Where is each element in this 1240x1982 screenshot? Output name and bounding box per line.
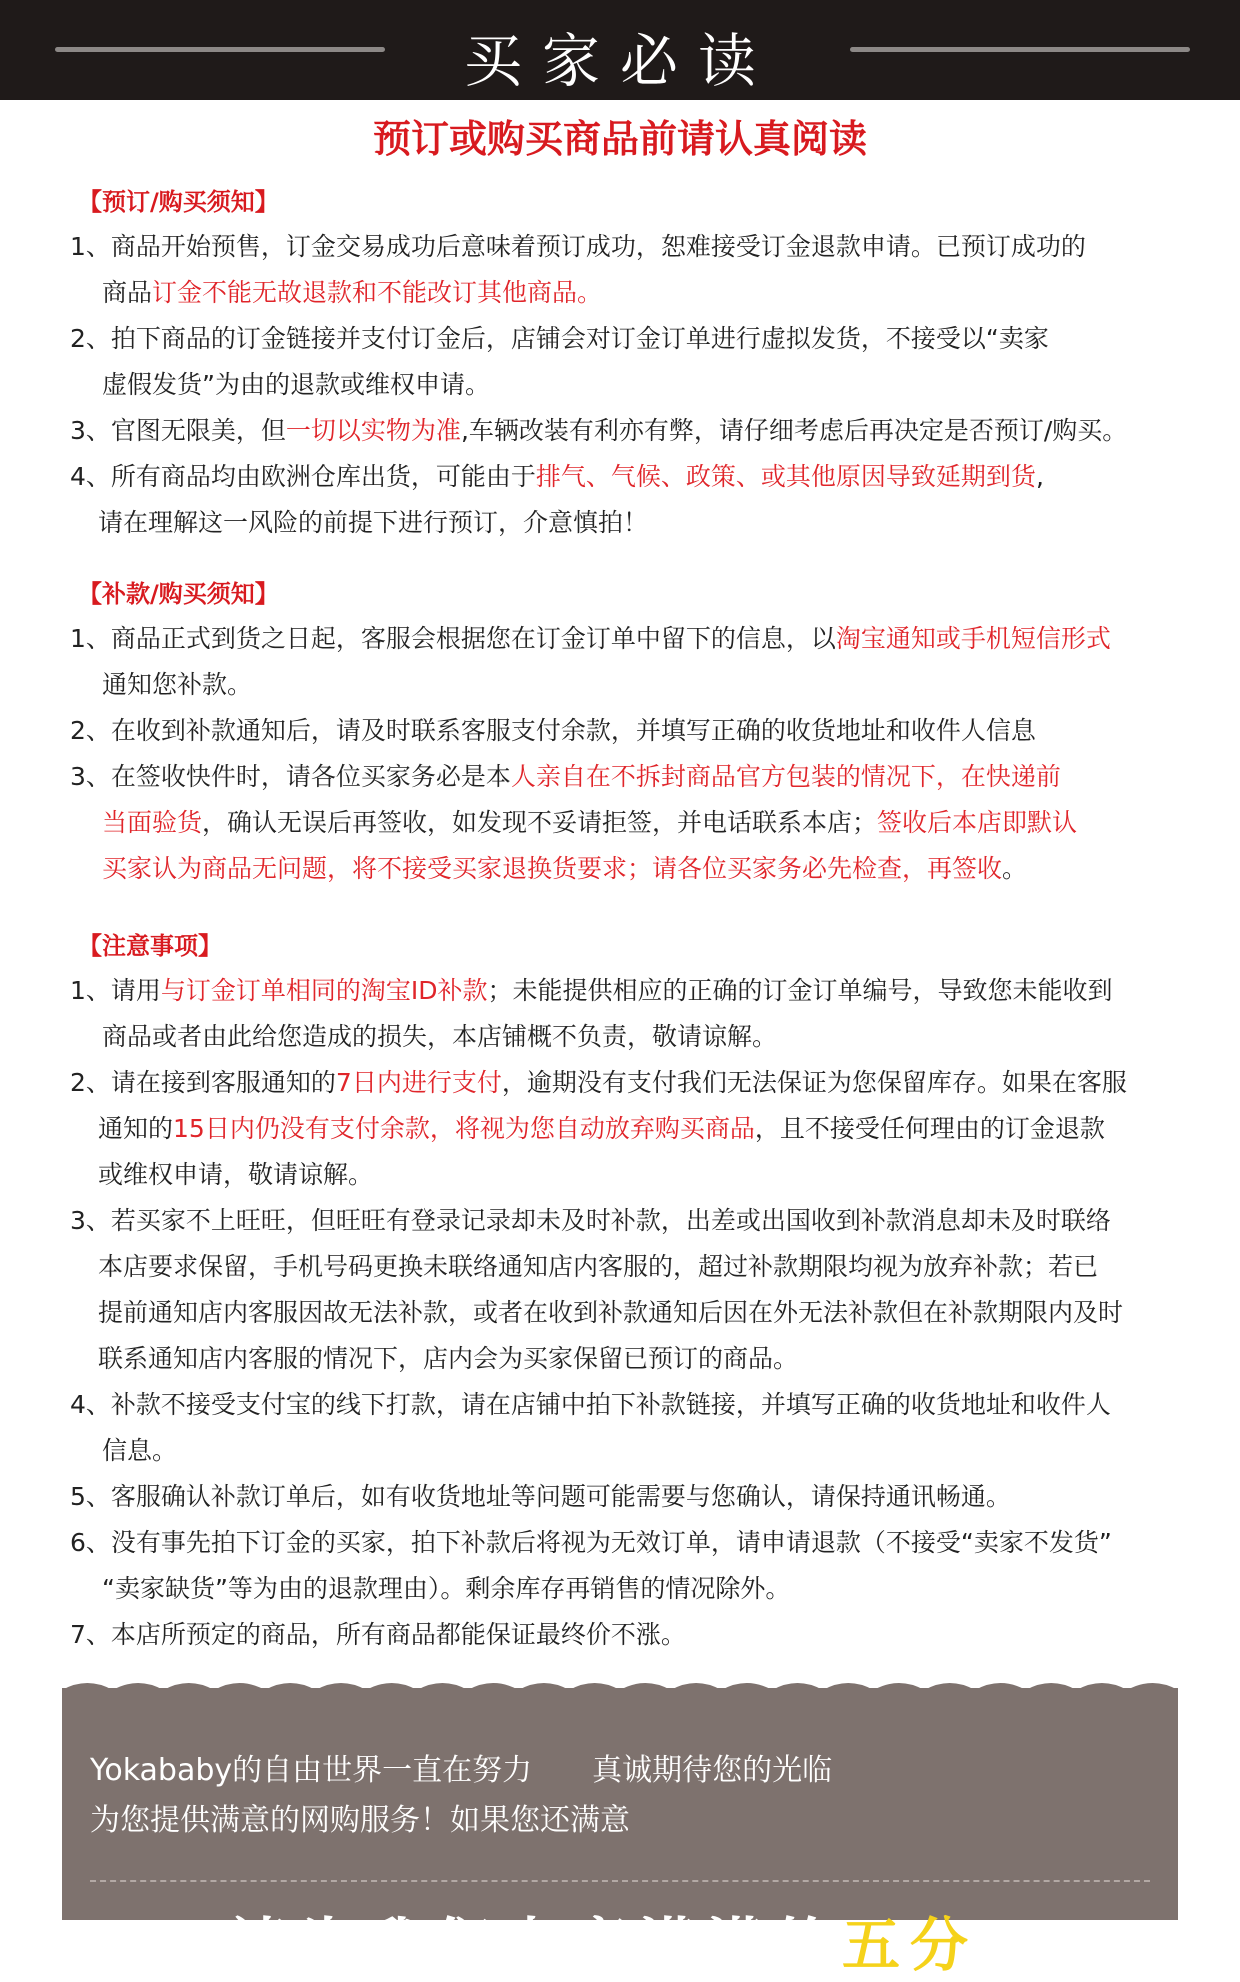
notice-line (70, 762, 1061, 792)
header-title: 买家必读 (463, 27, 776, 95)
notice-line (70, 1068, 1127, 1098)
body-text: ,车辆改装有利亦有弊，请仔细考虑后再决定是否预订/购买。 (460, 416, 1128, 445)
body-text: 本店要求保留，手机号码更换未联络通知店内客服的，超过补款期限均视为放弃补款；若已 (98, 1252, 1099, 1281)
footer-line-2: 为您提供满意的网购服务！如果您还满意 (90, 1803, 630, 1838)
highlight-text: 与订金订单相同的淘宝ID补款 (160, 976, 488, 1005)
highlight-text: 排气、气候、政策、或其他原因导致延期到货 (535, 462, 1036, 491)
notice-line (70, 1390, 1111, 1420)
body-text: 3、在签收快件时，请各位买家务必是本 (70, 762, 511, 791)
page-title: 预订或购买商品前请认真阅读 (372, 117, 867, 161)
body-text: 6、没有事先拍下订金的买家，拍下补款后将视为无效订单，请申请退款（不接受“卖家不发货” (70, 1528, 1112, 1557)
notice-line (70, 1482, 1011, 1512)
section-heading: 【补款/购买须知】 (78, 580, 279, 608)
notice-line (98, 1298, 1123, 1328)
body-text: 商品 (102, 278, 153, 307)
body-text: ，逾期没有支付我们无法保证为您保留库存。如果在客服 (501, 1068, 1127, 1097)
highlight-text: 一切以实物为准 (285, 416, 461, 445)
section-heading: 【预订/购买须知】 (78, 188, 279, 216)
body-text: “卖家缺货”等为由的退款理由）。剩余库存再销售的情况除外。 (102, 1574, 791, 1603)
notice-line (70, 232, 1086, 262)
body-text: 3、若买家不上旺旺，但旺旺有登录记录却未及时补款，出差或出国收到补款消息却未及时联络 (70, 1206, 1111, 1235)
highlight-text: 订金不能无故退款和不能改订其他商品。 (152, 278, 603, 307)
header-decorative-line-right (850, 47, 1190, 52)
section-heading: 【注意事项】 (78, 932, 222, 960)
body-text: 4、所有商品均由欧洲仓库出货，可能由于 (70, 462, 536, 491)
body-text: 2、在收到补款通知后，请及时联系客服支付余款，并填写正确的收货地址和收件人信息 (70, 716, 1036, 745)
notice-line (102, 278, 602, 308)
footer-line-1: Yokababy的自由世界一直在努力 真诚期待您的光临 (90, 1753, 833, 1788)
body-text: 联系通知店内客服的情况下，店内会为买家保留已预订的商品。 (98, 1344, 799, 1373)
body-text: 1、请用 (70, 976, 161, 1005)
header-banner (0, 0, 1240, 100)
body-text: 4、补款不接受支付宝的线下打款，请在店铺中拍下补款链接，并填写正确的收货地址和收件人 (70, 1390, 1111, 1419)
body-text: , (1035, 462, 1044, 491)
notice-line (102, 1022, 777, 1052)
body-text: 5、客服确认补款订单后，如有收货地址等问题可能需要与您确认，请保持通讯畅通。 (70, 1482, 1011, 1511)
body-text: 3、官图无限美，但 (70, 416, 286, 445)
body-text: 请在理解这一风险的前提下进行预订，介意慎拍！ (98, 508, 649, 537)
body-text: 信息。 (102, 1436, 178, 1465)
body-text: ，确认无误后再签收，如发现不妥请拒签，并电话联系本店； (202, 808, 878, 837)
notice-line (102, 670, 252, 700)
notice-line (98, 1160, 373, 1190)
body-text: 2、拍下商品的订金链接并支付订金后，店铺会对订金订单进行虚拟发货，不接受以“卖家 (70, 324, 1049, 353)
footer-rating-text: 请为我们点亮满满的 (230, 1911, 843, 1979)
notice-line (102, 370, 490, 400)
body-text: 虚假发货”为由的退款或维权申请。 (102, 370, 490, 399)
body-text: 通知您补款。 (102, 670, 253, 699)
body-text: 7、本店所预定的商品，所有商品都能保证最终价不涨。 (70, 1620, 686, 1649)
notice-line (102, 808, 1077, 838)
highlight-text: 买家认为商品无问题，将不接受买家退换货要求；请各位买家务必先检查，再签收 (102, 854, 1003, 883)
notice-line (70, 324, 1049, 354)
notice-line (70, 716, 1036, 746)
notice-line (70, 1528, 1112, 1558)
body-text: ，且不接受任何理由的订金退款 (754, 1114, 1105, 1143)
notice-line (70, 416, 1127, 446)
notice-line (70, 624, 1111, 654)
notice-line (102, 854, 1027, 884)
notice-line (70, 462, 1044, 492)
header-decorative-line-left (55, 47, 385, 52)
body-text: 1、商品正式到货之日起，客服会根据您在订金订单中留下的信息，以 (70, 624, 836, 653)
highlight-text: 7日内进行支付 (335, 1068, 502, 1097)
notice-line (70, 1620, 686, 1650)
footer-rating-highlight: 五分 (842, 1911, 979, 1979)
highlight-text: 人亲自在不拆封商品官方包装的情况下，在快递前 (510, 762, 1061, 791)
notice-line (70, 976, 1113, 1006)
body-text: 商品或者由此给您造成的损失，本店铺概不负责，敬请谅解。 (102, 1022, 778, 1051)
notice-line (102, 1436, 177, 1466)
highlight-text: 淘宝通知或手机短信形式 (835, 624, 1111, 653)
notice-line (98, 1114, 1105, 1144)
notice-line (98, 508, 648, 538)
highlight-text: 当面验货 (102, 808, 203, 837)
notice-line (102, 1574, 790, 1604)
footer-divider (90, 1880, 1150, 1882)
highlight-text: 15日内仍没有支付余款，将视为您自动放弃购买商品 (173, 1114, 755, 1143)
body-text: 1、商品开始预售，订金交易成功后意味着预订成功，恕难接受订金退款申请。已预订成功的 (70, 232, 1086, 261)
notice-line (98, 1252, 1098, 1282)
body-text: 2、请在接到客服通知的 (70, 1068, 336, 1097)
body-text: 通知的 (98, 1114, 174, 1143)
notice-line (98, 1344, 798, 1374)
highlight-text: 签收后本店即默认 (877, 808, 1078, 837)
notice-line (70, 1206, 1111, 1236)
body-text: 或维权申请，敬请谅解。 (98, 1160, 374, 1189)
body-text: 提前通知店内客服因故无法补款，或者在收到补款通知后因在外无法补款但在补款期限内及时 (98, 1298, 1124, 1327)
body-text: ；未能提供相应的正确的订金订单编号，导致您未能收到 (487, 976, 1113, 1005)
body-text: 。 (1002, 854, 1028, 883)
footer-rating-callout (230, 1898, 978, 1982)
